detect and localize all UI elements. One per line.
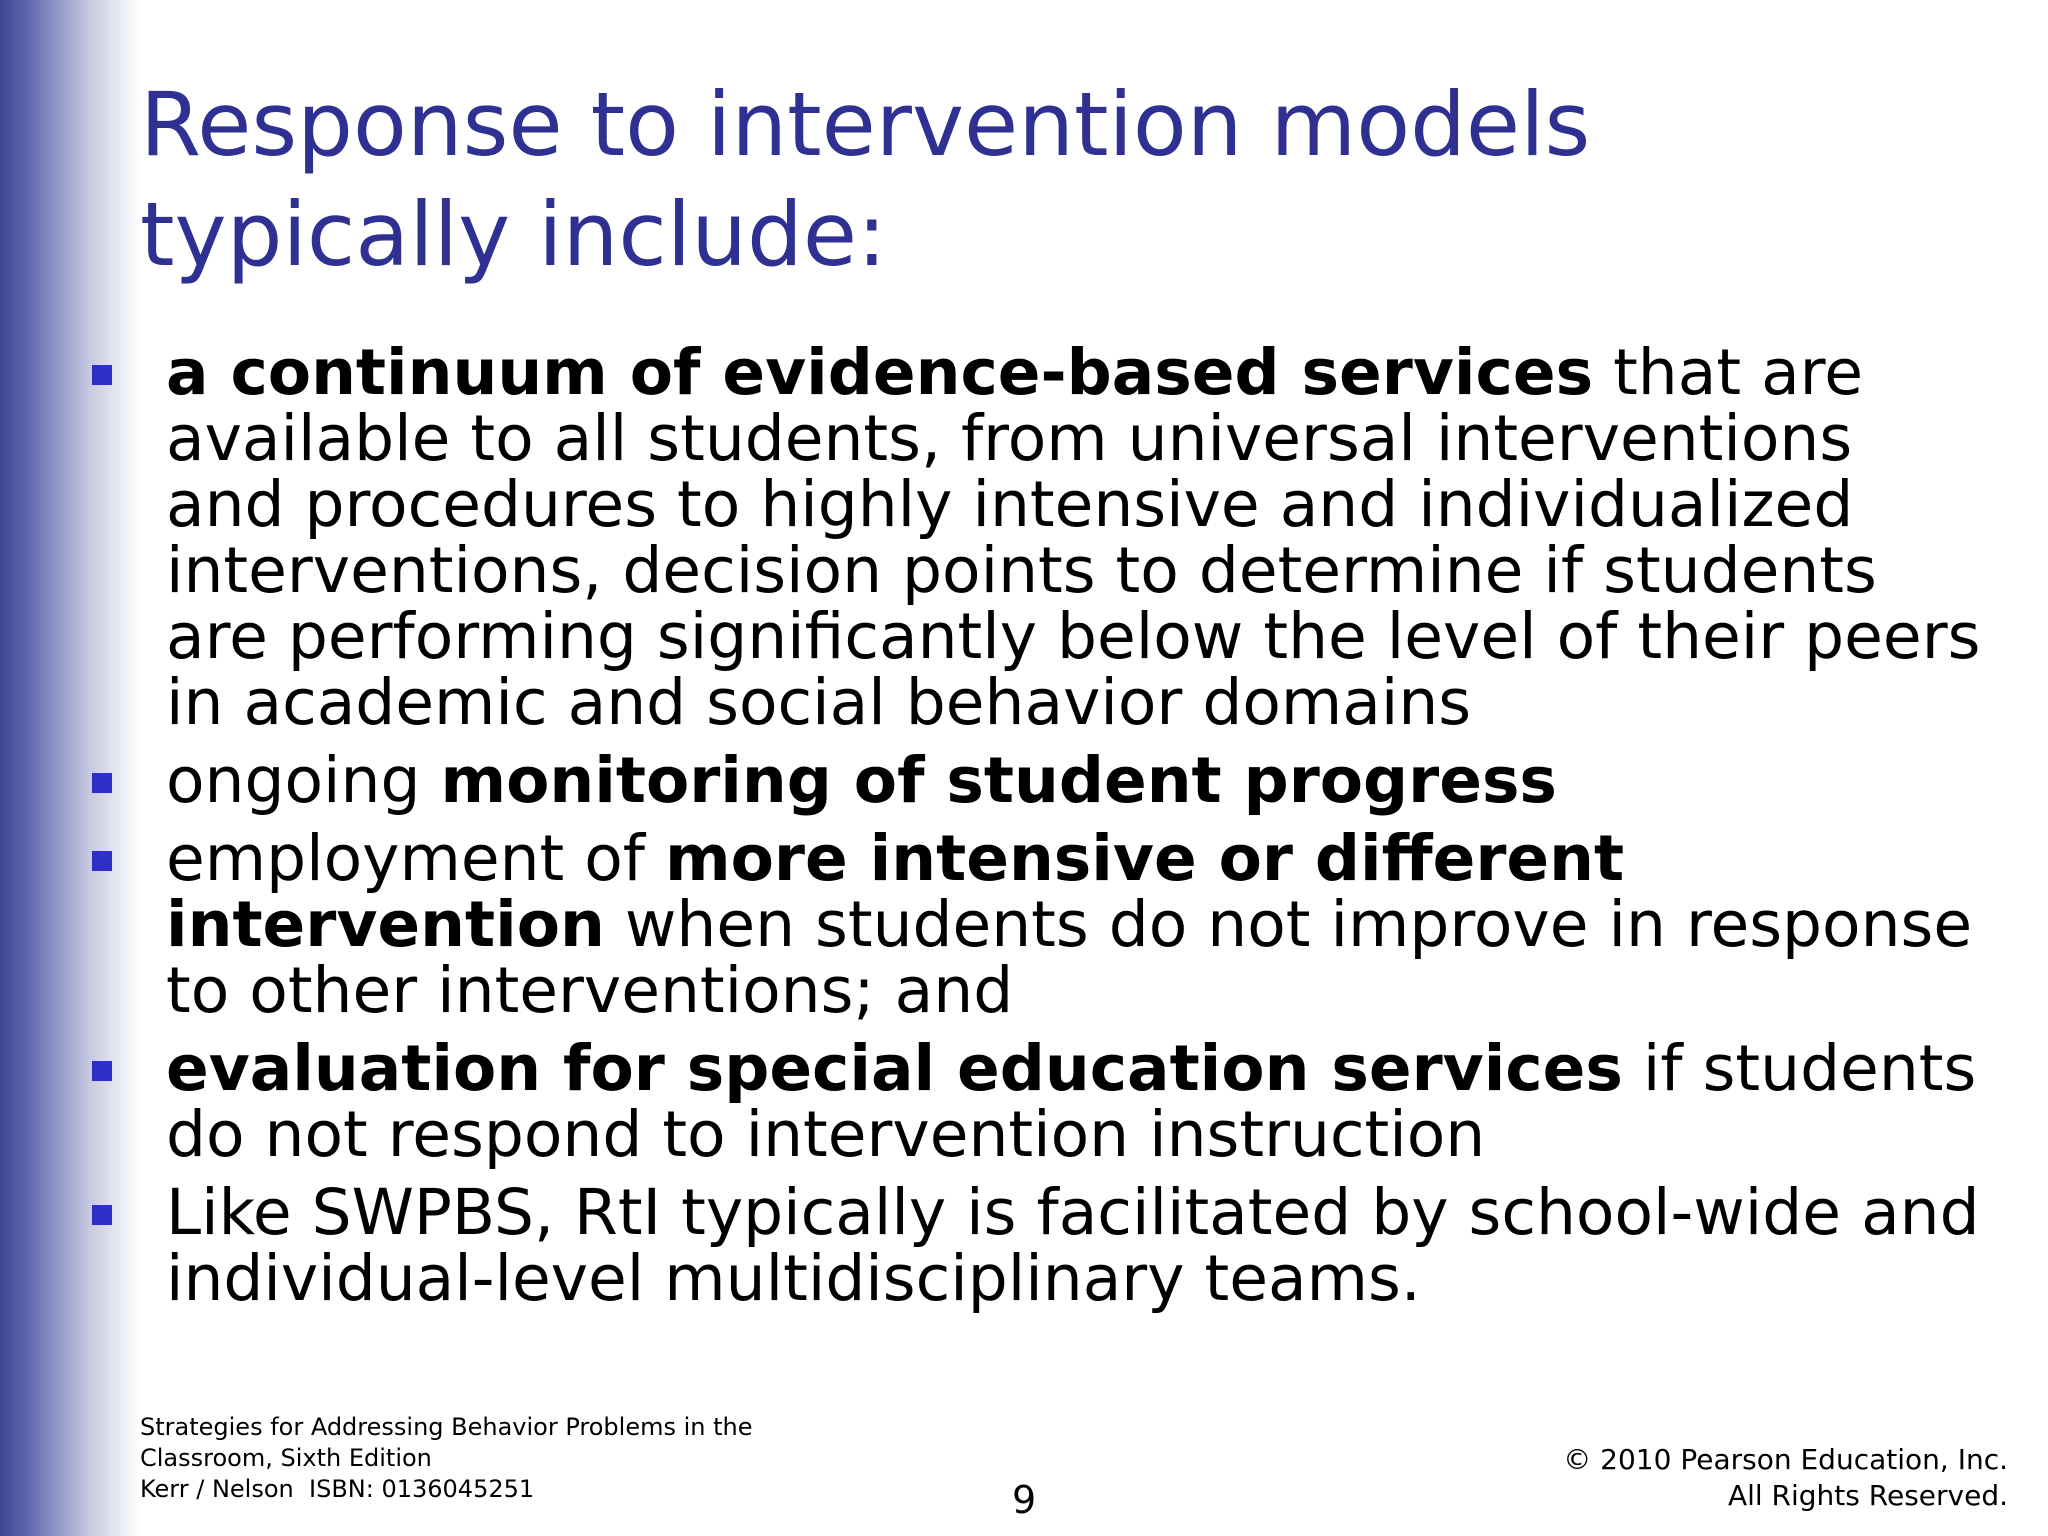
square-bullet-icon (92, 773, 112, 793)
slide-title: Response to intervention models typically include: (140, 73, 1591, 286)
footer-citation-line: Kerr / Nelson ISBN: 0136045251 (140, 1475, 535, 1503)
bullet-item-evaluation (0, 1032, 2048, 1171)
bullet-bold-text: evaluation for special education services (166, 1032, 1623, 1105)
square-bullet-icon (92, 1205, 112, 1225)
bullet-item-continuum (0, 336, 2048, 739)
square-bullet-icon (92, 851, 112, 871)
footer-copyright (1563, 1442, 2008, 1514)
footer-citation-line: Strategies for Addressing Behavior Problems in the (140, 1413, 753, 1441)
bullet-list (0, 336, 2048, 1324)
bullet-item-intensive-intervention (0, 822, 2048, 1027)
copyright-line: © 2010 Pearson Education, Inc. (1563, 1443, 2008, 1476)
square-bullet-icon (92, 365, 112, 385)
page-number: 9 (1012, 1478, 1037, 1522)
bullet-text: when students do not improve in response to other interventions; and (166, 888, 1973, 1027)
bullet-text: if students do not respond to intervention instruction (166, 1032, 1977, 1171)
bullet-text: ongoing (166, 744, 441, 817)
bullet-text: employment of (166, 822, 665, 895)
footer-citation-line: Classroom, Sixth Edition (140, 1444, 432, 1472)
bullet-bold-text: monitoring of student progress (440, 744, 1557, 817)
bullet-bold-text: more intensive or different intervention (166, 822, 1625, 961)
bullet-item-swpbs (0, 1176, 2048, 1315)
bullet-item-monitoring (0, 744, 2048, 817)
rights-line: All Rights Reserved. (1727, 1479, 2008, 1512)
footer-citation (140, 1412, 753, 1505)
bullet-bold-text: a continuum of evidence-based services (166, 336, 1594, 409)
bullet-text: Like SWPBS, RtI typically is facilitated by school-wide and individual-level multidisciplinary teams. (166, 1176, 1980, 1315)
bullet-text: that are available to all students, from universal interventions and procedures to highly intensive and individualized interventions, decision points to determine if students are performing significantly below the level of their peers in academic and social behavior domains (166, 336, 1981, 739)
square-bullet-icon (92, 1061, 112, 1081)
